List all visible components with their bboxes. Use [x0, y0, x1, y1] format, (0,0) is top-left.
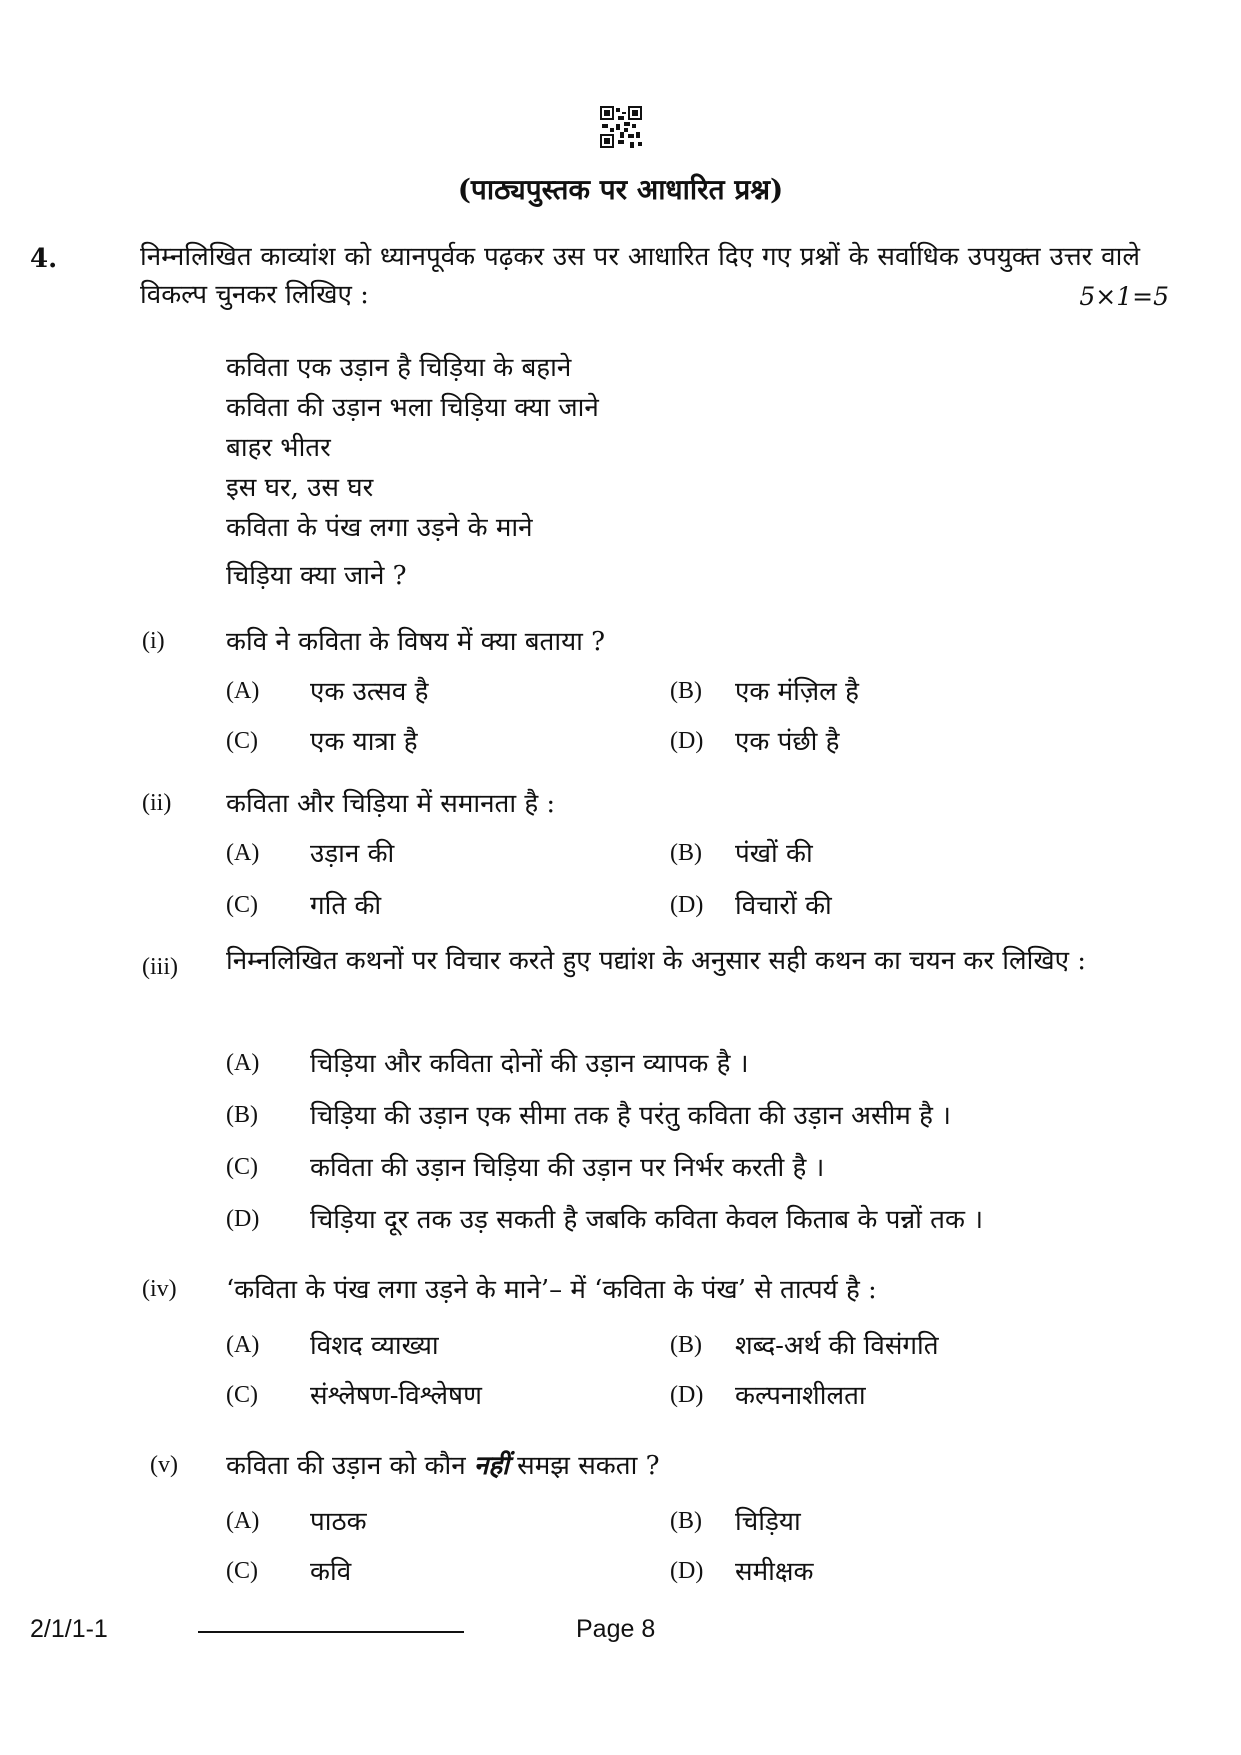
- option-text: एक उत्सव है: [310, 677, 429, 707]
- option-label: (C): [226, 1382, 258, 1408]
- subquestion-text-part: कविता की उड़ान को कौन: [226, 1451, 474, 1481]
- poem-line: चिड़िया क्या जाने ?: [226, 561, 407, 591]
- subquestion-text: निम्नलिखित कथनों पर विचार करते हुए पद्यांश के अनुसार सही कथन का चयन कर लिखिए :: [226, 946, 1087, 976]
- option-text: कल्पनाशीलता: [735, 1381, 866, 1411]
- option-label: (A): [226, 1332, 260, 1358]
- option-label: (B): [670, 678, 702, 704]
- option-label: (D): [670, 1558, 704, 1584]
- option-text: पंखों की: [735, 839, 813, 869]
- option-text: एक यात्रा है: [310, 727, 418, 757]
- option-text: गति की: [310, 891, 382, 921]
- option-text: कविता की उड़ान चिड़िया की उड़ान पर निर्भर करती है ।: [310, 1153, 825, 1183]
- option-text: चिड़िया दूर तक उड़ सकती है जबकि कविता केवल किताब के पन्नों तक ।: [310, 1205, 984, 1235]
- poem-line: कविता की उड़ान भला चिड़िया क्या जाने: [226, 393, 599, 423]
- option-label: (A): [226, 1050, 260, 1076]
- page-number: Page 8: [576, 1615, 656, 1643]
- subquestion-label: (iv): [142, 1276, 177, 1302]
- option-text: समीक्षक: [735, 1557, 814, 1587]
- option-text: विशद व्याख्या: [310, 1331, 439, 1361]
- option-label: (C): [226, 892, 258, 918]
- option-text: एक पंछी है: [735, 727, 840, 757]
- question-instruction: निम्नलिखित काव्यांश को ध्यानपूर्वक पढ़कर उस पर आधारित दिए गए प्रश्नों के सर्वाधिक उपयुक्त उत्तर वाले विकल्प चुनकर लिखिए :: [140, 242, 1140, 310]
- subquestion-label: (ii): [142, 790, 172, 816]
- option-text: संश्लेषण-विश्लेषण: [310, 1381, 482, 1411]
- option-label: (A): [226, 678, 260, 704]
- option-text: विचारों की: [735, 891, 832, 921]
- option-text: कवि: [310, 1557, 352, 1587]
- option-text: चिड़िया की उड़ान एक सीमा तक है परंतु कविता की उड़ान असीम है ।: [310, 1101, 952, 1131]
- subquestion-text: ‘कविता के पंख लगा उड़ने के माने’– में ‘कविता के पंख’ से तात्पर्य है :: [226, 1275, 877, 1305]
- option-label: (D): [670, 728, 704, 754]
- option-text: एक मंज़िल है: [735, 677, 859, 707]
- option-label: (B): [670, 840, 702, 866]
- footer-code: 2/1/1-1: [30, 1615, 108, 1643]
- option-text: चिड़िया और कविता दोनों की उड़ान व्यापक है ।: [310, 1049, 749, 1079]
- option-text: उड़ान की: [310, 839, 395, 869]
- option-text: चिड़िया: [735, 1507, 801, 1537]
- question-number: 4.: [30, 244, 58, 274]
- subquestion-text: कवि ने कविता के विषय में क्या बताया ?: [226, 627, 606, 657]
- section-title: (पाठ्यपुस्तक पर आधारित प्रश्न): [457, 173, 784, 206]
- footer-divider: [198, 1631, 464, 1633]
- option-label: (A): [226, 840, 260, 866]
- option-text: पाठक: [310, 1507, 367, 1537]
- subquestion-label: (i): [142, 628, 165, 654]
- option-label: (C): [226, 1558, 258, 1584]
- subquestion-text: कविता और चिड़िया में समानता है :: [226, 789, 556, 819]
- option-label: (C): [226, 1154, 258, 1180]
- option-label: (D): [226, 1206, 260, 1232]
- option-text: शब्द-अर्थ की विसंगति: [735, 1331, 939, 1361]
- option-label: (D): [670, 1382, 704, 1408]
- option-label: (A): [226, 1508, 260, 1534]
- option-label: (B): [226, 1102, 258, 1128]
- poem-line: कविता एक उड़ान है चिड़िया के बहाने: [226, 353, 572, 383]
- option-label: (C): [226, 728, 258, 754]
- subquestion-text-part: समझ सकता ?: [508, 1451, 660, 1481]
- option-label: (B): [670, 1508, 702, 1534]
- emphasis-text: नहीं: [473, 1451, 509, 1481]
- poem-line: बाहर भीतर: [226, 433, 331, 463]
- poem-line: कविता के पंख लगा उड़ने के माने: [226, 513, 533, 543]
- subquestion-text: [226, 1446, 660, 1482]
- option-label: (B): [670, 1332, 702, 1358]
- subquestion-label: (v): [150, 1452, 178, 1478]
- marks-label: 5×1=5: [1079, 282, 1169, 311]
- qr-code-icon: [600, 106, 642, 148]
- subquestion-label: (iii): [142, 954, 178, 980]
- poem-line: इस घर, उस घर: [226, 473, 374, 503]
- option-label: (D): [670, 892, 704, 918]
